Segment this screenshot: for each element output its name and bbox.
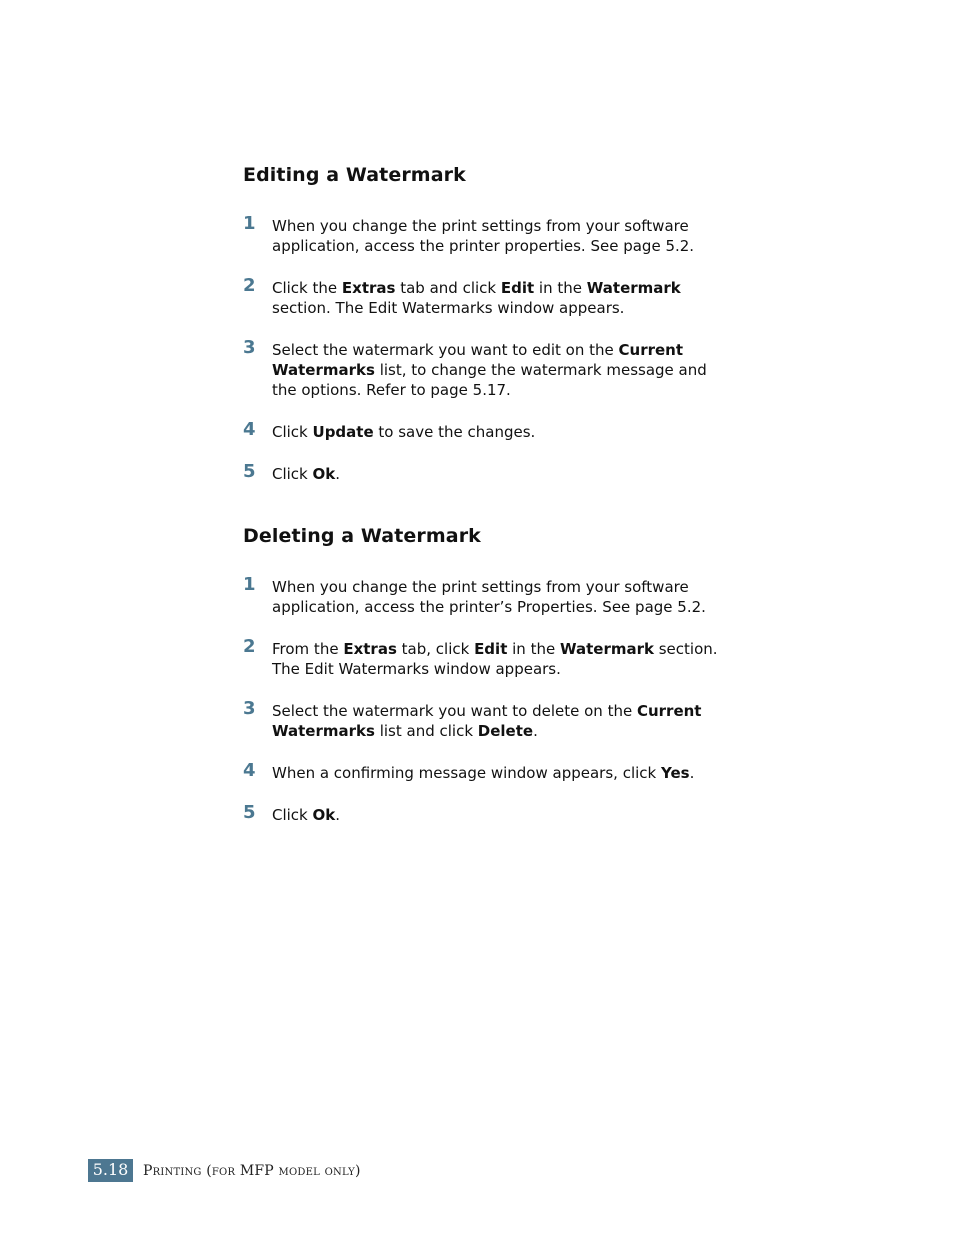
step-text <box>272 805 723 825</box>
step-text-part: in the <box>534 279 587 297</box>
section-title: Deleting a Watermark <box>243 525 481 547</box>
page-number: 5.18 <box>88 1159 133 1182</box>
step-item <box>243 574 723 617</box>
step-number: 1 <box>243 213 256 234</box>
step-text-part: list and click <box>374 722 478 740</box>
step-item <box>243 275 723 318</box>
step-text-part: in the <box>507 640 560 658</box>
step-list <box>243 213 723 484</box>
step-text <box>272 422 723 442</box>
step-text <box>272 216 723 256</box>
step-item <box>243 213 723 256</box>
step-text-bold: Current Watermarks <box>272 702 702 740</box>
step-text-bold: Ok <box>312 806 336 824</box>
step-text-part: Select the watermark you want to delete on the <box>272 702 637 720</box>
chapter-title: Printing (for MFP model only) <box>143 1162 361 1179</box>
step-number: 2 <box>243 636 256 657</box>
step-text-part: Click <box>272 465 313 483</box>
section-editing-watermark <box>243 164 723 484</box>
step-text-part: Select the watermark you want to edit on the <box>272 341 619 359</box>
step-item <box>243 461 723 484</box>
step-text-part: tab, click <box>396 640 475 658</box>
step-number: 1 <box>243 574 256 595</box>
step-item <box>243 802 723 825</box>
step-text-part: to save the changes. <box>373 423 536 441</box>
step-text-part: From the <box>272 640 344 658</box>
step-text-part: tab and click <box>395 279 501 297</box>
step-item <box>243 698 723 741</box>
step-text-part: Click <box>272 806 313 824</box>
step-text-part: . <box>335 806 341 824</box>
step-text-part: . <box>335 465 341 483</box>
step-text-part: When you change the print settings from your software application, access the printer’s Properties. See page 5.2. <box>272 578 706 616</box>
step-text-bold: Current Watermarks <box>272 341 684 379</box>
step-number: 4 <box>243 760 256 781</box>
step-text-part: section. The Edit Watermarks window appears. <box>272 640 718 678</box>
step-text-part: When a confirming message window appears, click <box>272 764 661 782</box>
step-text-bold: Edit <box>500 279 535 297</box>
step-text-bold: Watermark <box>559 640 654 658</box>
step-text-part: When you change the print settings from your software application, access the printer properties. See page 5.2. <box>272 217 695 255</box>
step-text-part: . <box>533 722 538 740</box>
step-text-bold: Edit <box>474 640 508 658</box>
step-list <box>243 574 723 825</box>
step-text <box>272 464 723 484</box>
step-text-bold: Delete <box>477 722 534 740</box>
step-text <box>272 763 723 783</box>
step-number: 5 <box>243 802 256 823</box>
step-number: 3 <box>243 698 256 719</box>
step-number: 3 <box>243 337 256 358</box>
step-item <box>243 636 723 679</box>
step-text-bold: Yes <box>660 764 690 782</box>
step-text-part: . <box>689 764 695 782</box>
section-title: Editing a Watermark <box>243 164 466 186</box>
step-text-part: Click the <box>272 279 342 297</box>
step-text-part: list, to change the watermark message and the options. Refer to page 5.17. <box>272 361 707 399</box>
step-item <box>243 760 723 783</box>
step-text-bold: Watermark <box>586 279 681 297</box>
step-text <box>272 340 723 400</box>
page-footer <box>88 1159 361 1182</box>
step-text <box>272 577 723 617</box>
step-text <box>272 278 723 318</box>
step-number: 5 <box>243 461 256 482</box>
section-deleting-watermark <box>243 525 723 825</box>
step-number: 2 <box>243 275 256 296</box>
step-text-bold: Ok <box>312 465 336 483</box>
step-text-part: section. The Edit Watermarks window appears. <box>272 299 625 317</box>
step-item <box>243 419 723 442</box>
step-text-bold: Update <box>312 423 374 441</box>
step-text-bold: Extras <box>341 279 396 297</box>
step-text <box>272 639 723 679</box>
step-number: 4 <box>243 419 256 440</box>
step-item <box>243 337 723 400</box>
step-text-bold: Extras <box>343 640 397 658</box>
step-text-part: Click <box>272 423 313 441</box>
step-text <box>272 701 723 741</box>
